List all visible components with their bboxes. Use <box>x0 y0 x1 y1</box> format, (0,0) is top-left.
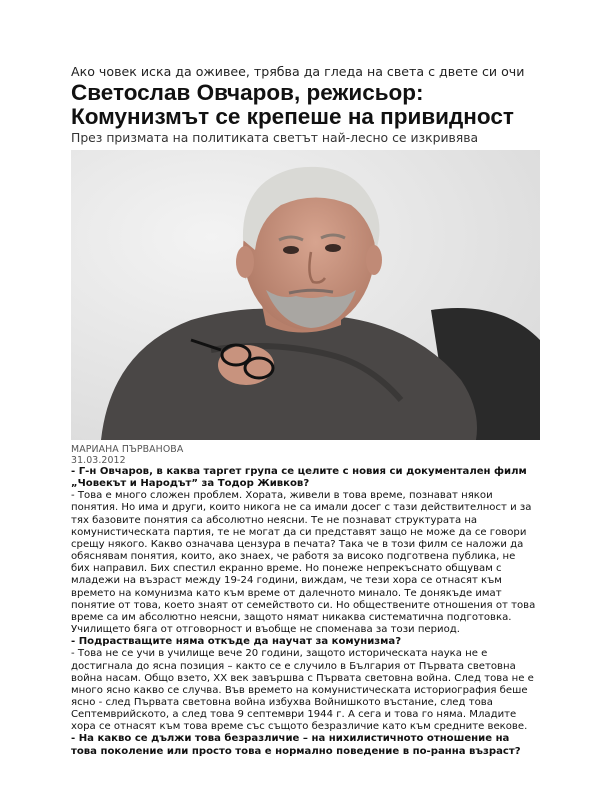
article-title-line-1: Светослав Овчаров, режисьор: <box>71 80 424 105</box>
interview-answer-line: Септемврийското, а след това 9 септември 1944 г. А сега и това го няма. Младите <box>71 709 517 721</box>
interview-answer-line: комунистическата партия, те не могат да си представят защо не може да се говори <box>71 526 527 538</box>
interview-answer-line: младежи на възраст между 19-24 години, виждам, че тези хора се отнасят към <box>71 575 502 587</box>
article <box>71 64 541 758</box>
interview-answer-line: време са им абсолютно неясни, защото нямат никаква систематична подготовка. <box>71 611 512 623</box>
interview-answer-line: понятие от това, което знаят от семейството си. Но обществените отношения от това <box>71 599 536 611</box>
interview-answer-line: война насам. Общо взето, XX век завършва с Първата световна война. След това не е <box>71 672 534 684</box>
interview-answer-line: времето на комунизма като към време от далечното минало. Те донякъде имат <box>71 587 502 599</box>
interview-answer-line: хора се отнасят към това време със същото безразличие като към средните векове. <box>71 721 528 733</box>
interview-answer-line: тях базовите понятия са абсолютно неясни. Те не познават структурата на <box>71 514 478 526</box>
author-name: МАРИАНА ПЪРВАНОВА <box>71 444 184 455</box>
article-kicker: Ако човек иска да оживее, трябва да гледа на света с двете си очи <box>71 64 525 79</box>
interview-question-line: - На какво се дължи това безразличие – на нихилистичното отношение на <box>71 733 510 745</box>
interview-answer-line: - Това не се учи в училище вече 20 години, защото историческата наука не е <box>71 648 488 660</box>
interview-question-line: - Подрастващите няма откъде да научат за комунизма? <box>71 636 402 648</box>
interview-question-line: това поколение или просто това е нормално поведение в по-ранна възраст? <box>71 745 521 757</box>
interview-answer-line: - Това е много сложен проблем. Хората, живели в това време, познават някои <box>71 490 493 502</box>
interview-answer-line: срещу някого. Какво означава цензура в печата? Така че в този филм се наложи да <box>71 538 524 550</box>
interview-question-line: „Човекът и Народът” за Тодор Живков? <box>71 478 310 490</box>
interview-question-line: - Г-н Овчаров, в каква таргет група се целите с новия си документален филм <box>71 466 527 477</box>
article-body <box>71 466 541 758</box>
interview-answer-line: достигнала до ясна позиция – както се е случило в България от Първата световна <box>71 660 516 672</box>
interview-answer-line: ясно - след Първата световна война избухва Войнишкото въстание, след това <box>71 696 493 708</box>
interview-answer-line: много ясно какво се случва. Във времето на комунистическата историография беше <box>71 684 528 696</box>
interview-answer-line: бих направил. Бих спестил екранно време. Но понеже непрекъснато общувам с <box>71 563 502 575</box>
interview-answer-line: Училището бяга от отговорност и въобще не споменава за този период. <box>71 624 460 636</box>
article-subtitle: През призмата на политиката светът най-лесно се изкривява <box>71 130 479 145</box>
interview-answer-line: обяснявам понятия, които, ако знаех, че работя за високо подготвена публика, не <box>71 551 516 563</box>
publish-date: 31.03.2012 <box>71 455 126 466</box>
portrait-photo <box>71 150 540 440</box>
article-title-line-2: Комунизмът се крепеше на привидност <box>71 104 514 129</box>
interview-answer-line: понятия. Но има и други, които никога не са имали досег с тази действителност и за <box>71 502 532 514</box>
